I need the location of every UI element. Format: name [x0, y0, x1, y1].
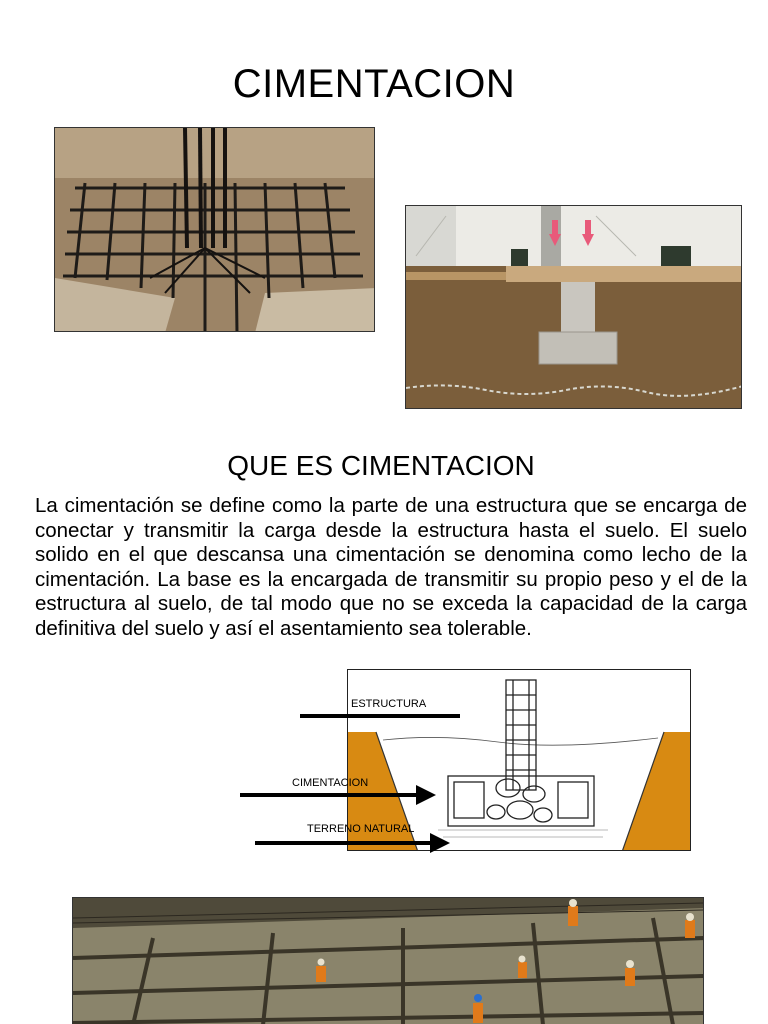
label-terreno-natural: TERRENO NATURAL — [307, 823, 415, 835]
rebar-grid-photo — [54, 127, 375, 332]
page-title: CIMENTACION — [232, 62, 516, 106]
construction-site-photo — [72, 897, 704, 1024]
definition-paragraph: La cimentación se define como la parte de una estructura que se encarga de conectar y transmitir la carga desde la estructura hasta el suelo. El suelo solido en el que descansa una cimentación se denomina como lecho de la cimentación. La base es la encargada de transmitir su propio peso y el de la estructura al suelo, de tal modo que no se exceda la capacidad de la carga definitiva del suelo y así el asentamiento sea tolerable. — [35, 494, 747, 640]
label-estructura: ESTRUCTURA — [351, 698, 427, 710]
section-heading: QUE ES CIMENTACION — [227, 450, 535, 481]
label-cimentacion: CIMENTACION — [292, 777, 369, 789]
footing-illustration — [405, 205, 742, 409]
